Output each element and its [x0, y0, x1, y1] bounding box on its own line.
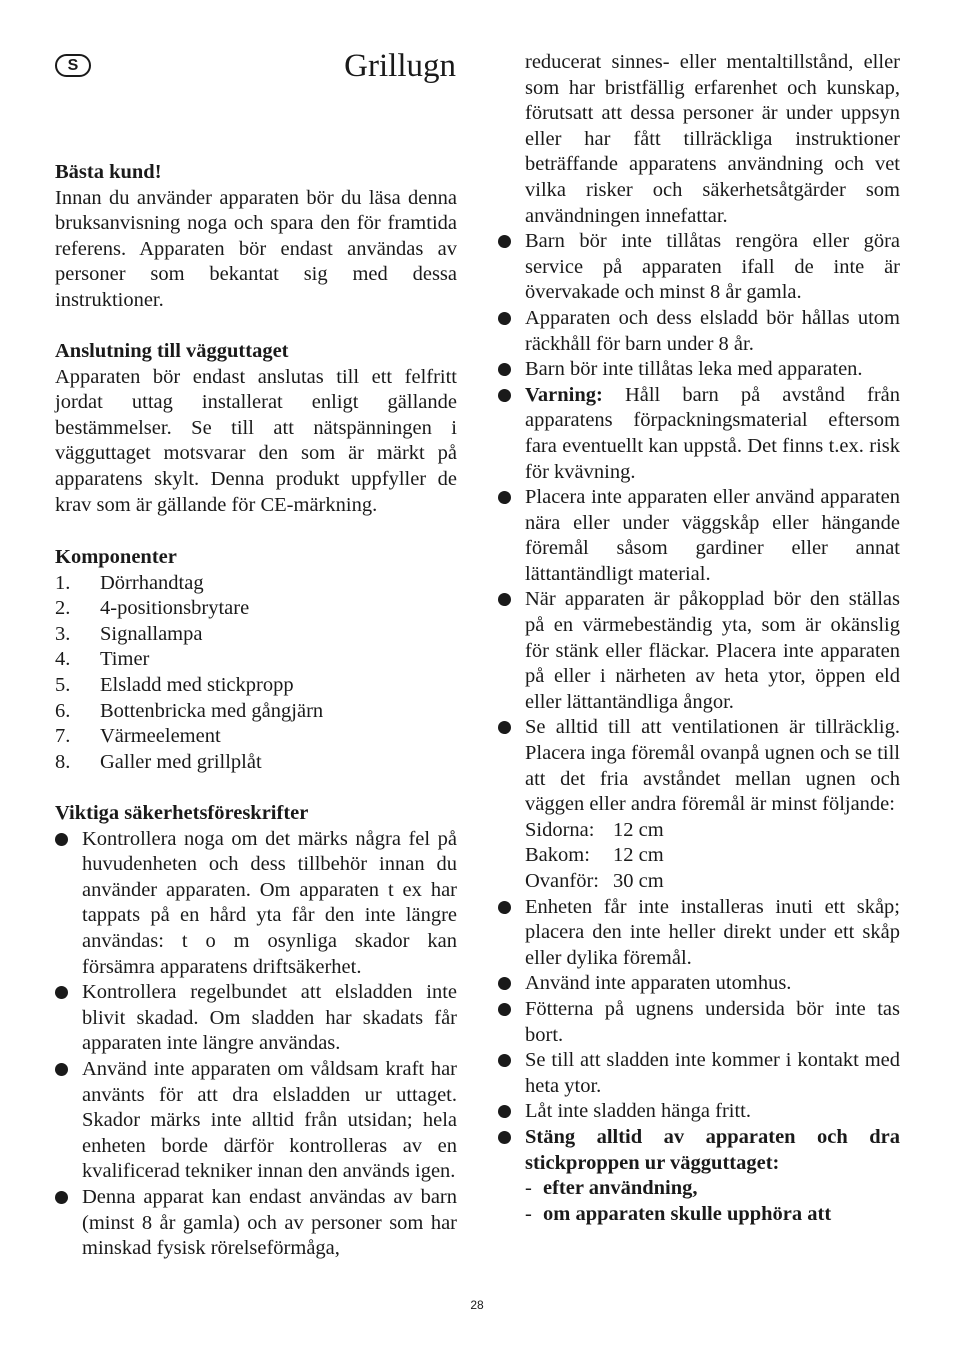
bullet-icon — [498, 235, 511, 248]
item-number: 6. — [55, 699, 71, 722]
bullet-icon — [498, 901, 511, 914]
item-label: Värmeelement — [100, 725, 221, 748]
connection-text: Apparaten bör endast anslutas till ett felfritt jordat uttag installerat enligt gällande bestämmelser. Se till att nätspänningen i vägguttaget motsvarar den som är märkt på apparatens skylt. Denna produkt uppfyller de krav som är gällande för CE-märkning. — [55, 365, 457, 516]
bullet-icon — [498, 363, 511, 376]
clearance-row: Sidorna: 12 cm — [525, 818, 664, 841]
list-item — [55, 750, 457, 776]
list-item — [55, 596, 457, 622]
list-item: Kontrollera regelbundet att elsladden inte blivit skadad. Om sladden har skadats får apparaten inte längre användas. — [55, 980, 457, 1057]
safety-heading: Viktiga säkerhetsföreskrifter — [55, 802, 309, 824]
list-item: Denna apparat kan endast användas av barn (minst 8 år gamla) och av personer som har minskad fysisk rörelseförmåga, — [55, 1185, 457, 1262]
list-item — [55, 647, 457, 673]
bullet-icon — [498, 1105, 511, 1118]
components-list — [55, 571, 457, 776]
safety-continuation — [498, 50, 900, 1227]
final-item: Stäng alltid av apparaten och dra stickproppen ur vägguttaget: - efter användning, - om apparaten skulle upphöra att — [498, 1125, 900, 1227]
item-number: 4. — [55, 648, 71, 671]
bullet-icon — [498, 389, 511, 402]
bullet-icon — [55, 986, 68, 999]
bullet-icon — [498, 977, 511, 990]
page-number: 28 — [470, 1298, 484, 1312]
intro-section — [55, 160, 457, 314]
item-label: Signallampa — [100, 622, 203, 645]
safety-list-left — [55, 827, 457, 1262]
bullet-icon — [55, 1063, 68, 1076]
bullet-icon — [498, 1003, 511, 1016]
ventilation-item: Se alltid till att ventilationen är tillräcklig. Placera inga föremål ovanpå ugnen och se till att det fria avståndet mellan ugnen och väggen eller andra föremål är minst följande: Sidorna: 12 cm Bakom: 12 cm Ovanför: 30 cm — [498, 715, 900, 894]
bullet-icon — [498, 491, 511, 504]
list-item: Barn bör inte tillåtas leka med apparaten. — [498, 357, 900, 383]
clearance-row: Bakom: 12 cm — [525, 844, 664, 867]
list-item: Barn bör inte tillåtas rengöra eller göra service på apparaten ifall de inte är övervakade och minst 8 år gamla. — [498, 229, 900, 306]
item-number: 2. — [55, 597, 71, 620]
list-item: Fötterna på ugnens undersida bör inte tas bort. — [498, 997, 900, 1048]
item-label: Timer — [100, 648, 150, 671]
item-number: 7. — [55, 725, 71, 748]
item-number: 8. — [55, 750, 71, 773]
intro-heading: Bästa kund! — [55, 161, 162, 183]
clearance-row: Ovanför: 30 cm — [525, 870, 664, 892]
warning-item — [498, 383, 900, 485]
list-item: Enheten får inte installeras inuti ett skåp; placera den inte heller direkt under ett skåp eller dylika föremål. — [498, 895, 900, 972]
safety-list-right — [498, 50, 900, 1227]
bullet-icon — [498, 312, 511, 325]
item-label: Bottenbricka med gångjärn — [100, 699, 324, 722]
item-label: Galler med grillplåt — [100, 750, 262, 773]
list-item: reducerat sinnes- eller mentaltillstånd, eller som har bristfällig erfarenhet och kunskap, förutsatt att dessa personer är under uppsyn eller har fått tillräckliga instruktioner beträffande apparatens användning och vet vilka risker och säkerhetsåtgärder som användningen innefattar. — [525, 51, 900, 227]
components-section — [55, 545, 457, 775]
page-title: Grillugn — [344, 48, 456, 84]
list-item — [55, 622, 457, 648]
item-label: Elsladd med stickpropp — [100, 673, 294, 696]
list-item: Använd inte apparaten om våldsam kraft har använts för att dra elsladden ur uttaget. Skador märks inte alltid från utsidan; hela enheten borde därför kontrolleras av en kvalificerad tekniker innan den används igen. — [55, 1057, 457, 1185]
list-item: Låt inte sladden hänga fritt. — [498, 1099, 900, 1125]
bullet-icon — [498, 1131, 511, 1144]
sub-item: - om apparaten skulle upphöra att — [525, 1202, 832, 1225]
list-item: Kontrollera noga om det märks några fel på huvudenheten och dess tillbehör innan du använder apparaten. Om apparaten t ex har tappats på en hård yta får den inte längre användas: t o m osynliga skador kan försämra apparatens driftsäkerhet. — [55, 827, 457, 981]
intro-text: Innan du använder apparaten bör du läsa denna bruksanvisning noga och spara den för framtida referens. Apparaten bör endast användas av personer som bekantat sig med dessa instruktioner. — [55, 186, 457, 311]
components-heading: Komponenter — [55, 546, 177, 568]
bullet-icon — [498, 721, 511, 734]
item-number: 5. — [55, 673, 71, 696]
warning-text: Håll barn på avstånd från apparatens förpackningsmaterial eftersom fara eventuellt kan uppstå. Det finns t.ex. risk för kvävning. — [525, 383, 900, 483]
list-item — [55, 699, 457, 725]
list-item: Placera inte apparaten eller använd apparaten nära eller under väggskåp eller hängande föremål såsom gardiner eller annat lättantändligt material. — [498, 485, 900, 587]
language-badge: S — [55, 54, 91, 77]
list-item: Använd inte apparaten utomhus. — [498, 971, 900, 997]
item-label: 4-positionsbrytare — [100, 597, 250, 620]
sub-item: - efter användning, — [525, 1177, 698, 1200]
warning-label: Varning: — [525, 383, 603, 406]
list-item — [55, 571, 457, 597]
list-item: När apparaten är påkopplad bör den ställas på en värmebeständig yta, som är okänslig för stänk eller fläckar. Placera inte apparaten på eller i närheten av heta ytor, öppen eld eller lättantändliga ångor. — [498, 587, 900, 715]
safety-section — [55, 801, 457, 1262]
bullet-icon — [498, 1054, 511, 1067]
list-item: Apparaten och dess elsladd bör hållas utom räckhåll för barn under 8 år. — [498, 306, 900, 357]
bullet-icon — [55, 833, 68, 846]
list-item — [55, 673, 457, 699]
bullet-icon — [498, 593, 511, 606]
item-number: 3. — [55, 622, 71, 645]
item-label: Dörrhandtag — [100, 571, 204, 594]
connection-heading: Anslutning till vägguttaget — [55, 340, 289, 362]
item-number: 1. — [55, 571, 71, 594]
bullet-icon — [55, 1191, 68, 1204]
list-item: Se till att sladden inte kommer i kontakt med heta ytor. — [498, 1048, 900, 1099]
connection-section — [55, 339, 457, 518]
list-item — [55, 724, 457, 750]
